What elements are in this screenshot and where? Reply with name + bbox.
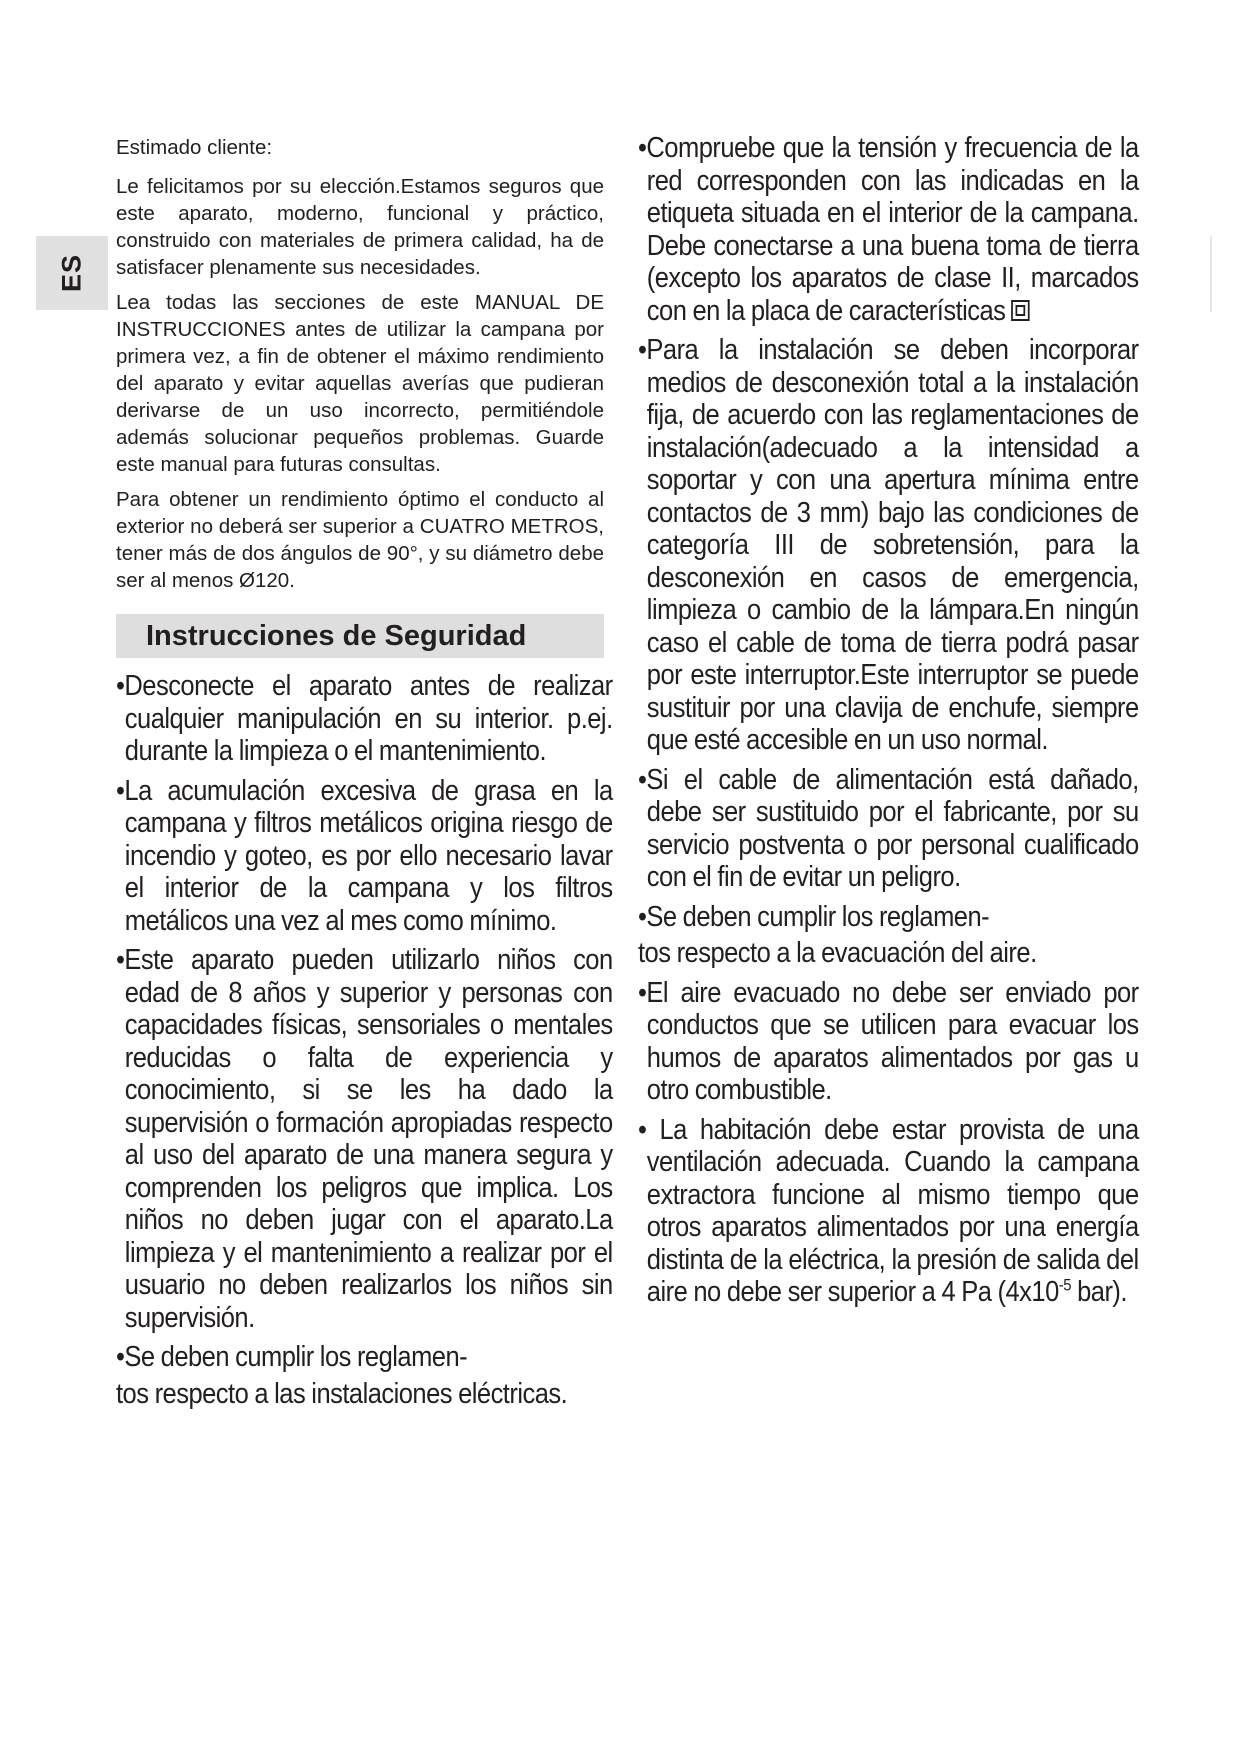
exponent: -5	[1058, 1275, 1072, 1295]
safety-item-disconnection: •Para la instalación se deben incorporar medios de desconexión total a la instalación fija, de acuerdo con las reglamentaciones de instalación(adecuado a la intensidad a soportar y con una apertura mínima entre contactos de 3 mm) bajo las condiciones de categoría III de sobretensión, para la desconexión en casos de emergencia, limpieza o cambio de la lámpara.En ningún caso el cable de toma de tierra podrá pasar por este interruptor.Este interruptor se puede sustituir por una clavija de enchufe, siempre que esté accesible en un uso normal.	[638, 334, 1139, 756]
page-edge-mark	[1210, 236, 1212, 312]
safety-item-voltage-text: •Compruebe que la tensión y frecuencia de la red corresponden con las indicadas en la etiqueta situada en el interior de la campana. Debe conectarse a una buena toma de tierra (excepto los aparatos de clase II, marcados con en la placa de características	[638, 132, 1139, 327]
intro-paragraph-3: Para obtener un rendimiento óptimo el conducto al exterior no deberá ser superior a CUATRO METROS, tener más de dos ángulos de 90°, y su diámetro debe ser al menos Ø120.	[116, 488, 604, 592]
safety-item-disconnect: •Desconecte el aparato antes de realizar cualquier manipulación en su interior. p.ej. durante la limpieza o el mantenimiento.	[116, 670, 613, 767]
safety-item-cable: •Si el cable de alimentación está dañado, debe ser sustituido por el fabricante, por su servicio postventa o por personal cualificado con el fin de evitar un peligro.	[638, 763, 1139, 893]
safety-item-children: •Este aparato pueden utilizarlo niños con edad de 8 años y superior y personas con capacidades físicas, sensoriales o mentales reducidas o falta de experiencia y conocimiento, si se les ha dado la supervisión o formación apropiadas respecto al uso del aparato de una manera segura y comprenden los peligros que implica. Los niños no deben jugar con el aparato.La limpieza y el mantenimiento a realizar por el usuario no deben realizarlos los niños sin supervisión.	[116, 944, 613, 1334]
left-column	[116, 134, 613, 1417]
section-title: Instrucciones de Seguridad	[116, 614, 604, 658]
safety-item-ventilation-unit: bar).	[1071, 1276, 1127, 1308]
safety-item-air-regulations-start: •Se deben cumplir los reglamen-	[638, 900, 990, 933]
language-tab	[36, 236, 108, 310]
greeting: Estimado cliente:	[116, 136, 273, 159]
right-column	[638, 132, 1139, 1316]
safety-item-exhaust: •El aire evacuado no debe ser enviado por conductos que se utilicen para evacuar los humos de aparatos alimentados por gas u otro combustible.	[638, 976, 1139, 1106]
language-tab-label: ES	[56, 253, 87, 293]
safety-item-grease: •La acumulación excesiva de grasa en la campana y filtros metálicos origina riesgo de incendio y goteo, es por ello necesario lavar el interior de la campana y los filtros metálicos una vez al mes como mínimo.	[116, 774, 613, 937]
class-ii-icon	[1011, 300, 1029, 321]
safety-item-air-regulations-end: tos respecto a la evacuación del aire.	[638, 937, 1037, 969]
safety-item-regulations-start: •Se deben cumplir los reglamen-	[116, 1341, 468, 1373]
intro-paragraph-2: Lea todas las secciones de este MANUAL DE INSTRUCCIONES antes de utilizar la campana por primera vez, a fin de obtener el máximo rendimiento del aparato y evitar aquellas averías que pudieran derivarse de un uso incorrecto, permitiéndole además solucionar pequeños problemas. Guarde este manual para futuras consultas.	[116, 291, 604, 476]
intro-paragraph-1: Le felicitamos por su elección.Estamos seguros que este aparato, moderno, funcional y práctico, construido con materiales de primera calidad, ha de satisfacer plenamente sus necesidades.	[116, 175, 604, 279]
safety-item-voltage	[638, 132, 1139, 327]
safety-item-ventilation	[638, 1114, 1139, 1309]
safety-item-ventilation-text: • La habitación debe estar provista de una ventilación adecuada. Cuando la campana extractora funcione al mismo tiempo que otros aparatos alimentados por una energía distinta de la eléctrica, la presión de salida del aire no debe ser superior a 4 Pa (4x10	[638, 1113, 1139, 1308]
safety-item-regulations-end: tos respecto a las instalaciones eléctricas.	[116, 1377, 568, 1410]
